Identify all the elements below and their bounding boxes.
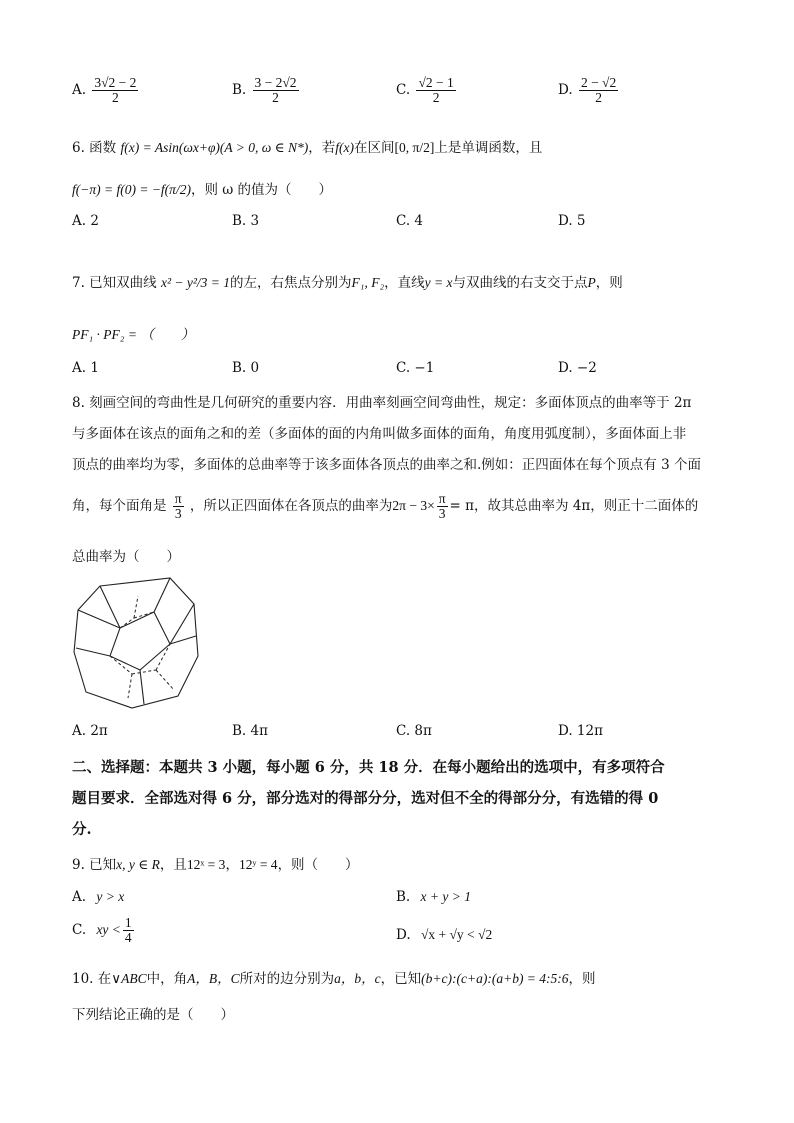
point: P — [587, 275, 596, 290]
text: 上是单调函数，且 — [434, 140, 543, 156]
ratio-equation: (b+c):(c+a):(a+b) = 4:5:6 — [421, 971, 569, 986]
q6-option-b: B. 3 — [232, 213, 260, 229]
q6-option-d: D. 5 — [558, 213, 586, 229]
q5-option-a — [72, 76, 140, 105]
option-label: C. — [396, 82, 411, 99]
triangle: ∨ABC — [111, 971, 147, 986]
option-label: D. — [558, 82, 573, 99]
sqrt-2: √2 — [478, 927, 493, 942]
function-expression: f(x) = Asin(ωx+φ)(A > 0, ω ∈ N*) — [120, 140, 309, 155]
q7-line-2: PF₁ · PF₂ = （ ） — [72, 327, 195, 342]
option-fraction — [92, 76, 138, 105]
text: ，则（ ） — [277, 857, 359, 873]
q5-option-b — [232, 76, 301, 105]
sqrt-y: √y — [449, 927, 464, 942]
text: 角，每个面角是 — [72, 498, 167, 515]
question-number: 9. 已知 — [72, 857, 117, 873]
interval: [0, π/2] — [394, 140, 435, 155]
math-expression: 2π − 3× — [392, 498, 435, 514]
section-2-heading-line-2: 题目要求．全部选对得 6 分，部分选对的得部分分，选对但不全的得部分分，有选错的得 0 — [72, 790, 659, 807]
text: = π，故其总曲率为 4π，则正十二面体的 — [449, 498, 699, 515]
q9-option-d — [396, 927, 492, 943]
option-label: A. — [72, 82, 87, 99]
q8-option-c: C. 8π — [396, 723, 432, 739]
fraction-denominator: 2 — [272, 90, 279, 106]
q8-line-2: 与多面体在该点的面角之和的差（多面体的面的内角叫做多面体的面角，角度用弧度制），多面体面上非 — [72, 426, 687, 442]
text: ，直线 — [384, 275, 425, 291]
option-expression: xy < — [96, 922, 121, 938]
option-label: B. — [232, 82, 247, 99]
math-expression: f(x) — [335, 140, 355, 155]
section-2-heading-line-3: 分. — [72, 821, 92, 838]
option-label: C. — [72, 922, 87, 939]
equation: f(−π) = f(0) = −f(π/2) — [72, 182, 191, 197]
text: ，则 — [568, 971, 596, 987]
angles: A，B，C — [187, 971, 240, 986]
q8-option-b: B. 4π — [232, 723, 268, 739]
outer-outline — [74, 578, 198, 708]
hyperbola-equation: x² − y²/3 = 1 — [160, 275, 231, 290]
q8-option-d: D. 12π — [558, 723, 603, 739]
q6-line-2 — [72, 178, 332, 198]
q8-line-3: 顶点的曲率均为零，多面体的总曲率等于该多面体各顶点的曲率之和.例如：正四面体在每个顶点有 3 个面 — [72, 457, 701, 473]
fraction-denominator: 3 — [174, 506, 182, 522]
text: 在区间 — [354, 140, 395, 156]
text: 与双曲线的右支交于点 — [452, 275, 588, 291]
q9-option-a — [72, 889, 124, 905]
fraction-denominator: 2 — [595, 90, 602, 106]
option-label: D. — [396, 927, 411, 943]
fraction-pi-over-3 — [173, 492, 184, 521]
q8-line-5: 总曲率为（ ） — [72, 549, 180, 565]
fraction-numerator: 3 − 2√2 — [254, 75, 297, 90]
fraction-numerator: π — [174, 491, 182, 506]
q7-option-a: A. 1 — [72, 360, 99, 376]
fraction-denominator: 4 — [124, 930, 132, 946]
q6-line-1 — [72, 136, 542, 156]
text: ，若 — [308, 140, 336, 156]
text: 所对的边分别为 — [239, 971, 335, 987]
line-equation: y = x — [424, 275, 453, 290]
q9-option-b — [396, 889, 471, 905]
equation: 12ˣ = 3 — [186, 857, 226, 872]
question-number: 7. 已知双曲线 — [72, 275, 157, 291]
option-fraction — [416, 76, 455, 105]
option-label: B. — [396, 889, 411, 905]
option-expression: y > x — [96, 889, 125, 904]
option-expression: x + y > 1 — [420, 889, 471, 904]
math-expression: x, y ∈ R — [116, 857, 160, 872]
sides: a，b，c — [334, 971, 381, 986]
question-number: 6. 函数 — [72, 140, 117, 156]
text: 中，角 — [146, 971, 188, 987]
text: ，所以正四面体在各顶点的曲率为 — [189, 498, 393, 515]
fraction-numerator: 2 − √2 — [580, 75, 617, 90]
text: ， — [225, 857, 239, 873]
option-fraction — [253, 76, 299, 105]
option-label: A. — [72, 889, 87, 905]
less-than-sign: < — [463, 927, 479, 942]
q7-line-1 — [72, 271, 623, 291]
q7-option-d: D. −2 — [558, 360, 597, 376]
fraction-one-quarter — [123, 916, 134, 945]
fraction-denominator: 3 — [438, 506, 446, 522]
fraction-numerator: 1 — [124, 915, 132, 930]
fraction-denominator: 2 — [432, 90, 440, 106]
q6-option-a: A. 2 — [72, 213, 99, 229]
q5-option-c — [396, 76, 458, 105]
front-face — [110, 612, 170, 670]
q9-option-c — [72, 916, 136, 945]
fraction-numerator: 3√2 − 2 — [94, 75, 137, 90]
dodecahedron-figure — [70, 574, 202, 710]
question-number: 10. 在 — [72, 971, 112, 987]
q7-option-b: B. 0 — [232, 360, 260, 376]
q5-option-d — [558, 76, 620, 105]
fraction-denominator: 2 — [111, 90, 119, 106]
text: ，已知 — [380, 971, 422, 987]
text: 的左，右焦点分别为 — [230, 275, 352, 291]
text: ，则 ω 的值为（ ） — [190, 182, 333, 198]
option-fraction — [579, 76, 618, 105]
foci: F₁, F₂ — [351, 275, 385, 290]
fraction-pi-over-3 — [437, 492, 448, 521]
q8-line-4 — [72, 492, 698, 521]
q10-line-1 — [72, 967, 596, 987]
q8-option-a: A. 2π — [72, 723, 108, 739]
text: ，则 — [595, 275, 623, 291]
q8-line-1: 8. 刻画空间的弯曲性是几何研究的重要内容．用曲率刻画空间弯曲性，规定：多面体顶点的曲率等于 2π — [72, 395, 692, 411]
sqrt-x: √x — [420, 927, 436, 942]
text: ，且 — [159, 857, 187, 873]
q7-option-c: C. −1 — [396, 360, 435, 376]
section-2-heading-line-1: 二、选择题：本题共 3 小题，每小题 6 分，共 18 分．在每小题给出的选项中，有多项符合 — [72, 759, 665, 776]
plus-sign: + — [435, 927, 450, 942]
equation: 12ʸ = 4 — [238, 857, 278, 872]
q9-stem — [72, 853, 359, 873]
fraction-numerator: π — [438, 491, 446, 506]
q10-line-2: 下列结论正确的是（ ） — [72, 1007, 234, 1023]
q6-option-c: C. 4 — [396, 213, 424, 229]
fraction-numerator: √2 − 1 — [418, 75, 454, 90]
